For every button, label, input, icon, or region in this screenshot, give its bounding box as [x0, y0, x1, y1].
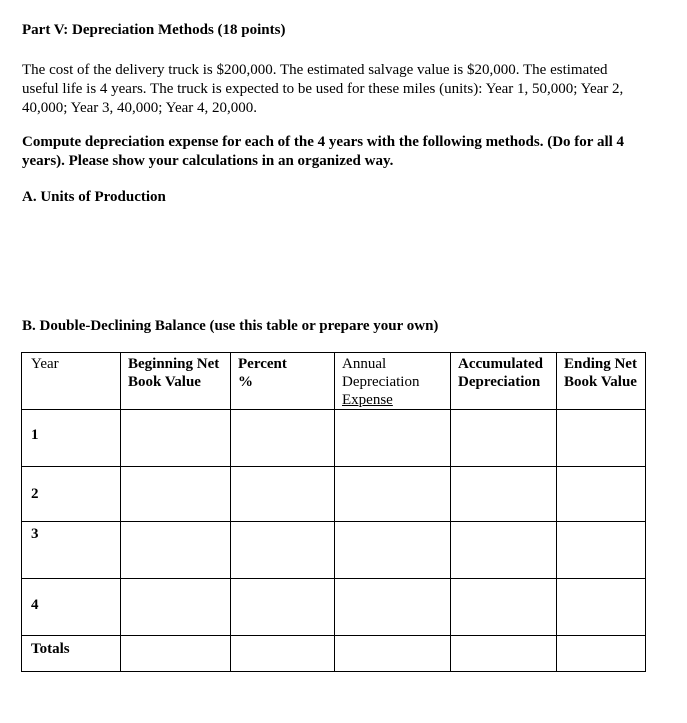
instructions-paragraph: Compute depreciation expense for each of the 4 years with the following methods. (Do for all 4 years). Please show your calculations in an organized way. — [22, 134, 625, 169]
row-year-label: 1 — [31, 427, 39, 443]
table-cell[interactable] — [231, 579, 335, 636]
row-year-cell — [22, 522, 121, 579]
section-a-heading: A. Units of Production — [22, 189, 166, 205]
table-cell[interactable] — [335, 636, 451, 672]
table-row — [22, 467, 646, 522]
table-cell[interactable] — [231, 467, 335, 522]
table-row — [22, 579, 646, 636]
header-annual-depreciation-expense — [335, 353, 451, 410]
double-declining-balance-table — [21, 352, 646, 672]
header-year-label: Year — [31, 356, 59, 372]
table-cell[interactable] — [557, 522, 646, 579]
table-cell[interactable] — [451, 636, 557, 672]
table-cell[interactable] — [451, 579, 557, 636]
table-cell[interactable] — [335, 579, 451, 636]
table-cell[interactable] — [121, 410, 231, 467]
table-cell[interactable] — [335, 522, 451, 579]
table-row — [22, 522, 646, 579]
header-beginning-nbv-label: Beginning Net Book Value — [128, 356, 220, 390]
table-cell[interactable] — [335, 410, 451, 467]
section-b-heading: B. Double-Declining Balance (use this table or prepare your own) — [22, 318, 439, 334]
totals-row — [22, 636, 646, 672]
table-cell[interactable] — [231, 522, 335, 579]
row-year-cell — [22, 467, 121, 522]
header-accumulated-label: Accumulated — [458, 356, 543, 372]
header-percent — [231, 353, 335, 410]
table-cell[interactable] — [451, 410, 557, 467]
header-depreciation-label: Depreciation — [342, 374, 420, 390]
table-cell[interactable] — [231, 636, 335, 672]
row-year-cell — [22, 410, 121, 467]
table-cell[interactable] — [557, 579, 646, 636]
table-cell[interactable] — [557, 410, 646, 467]
header-ending-nbv-label: Ending Net Book Value — [564, 356, 637, 390]
row-year-label: 3 — [31, 526, 39, 542]
table-cell[interactable] — [231, 410, 335, 467]
header-percent-label: Percent — [238, 356, 287, 372]
table-cell[interactable] — [121, 636, 231, 672]
header-expense-label: Expense — [342, 392, 393, 408]
row-year-cell — [22, 579, 121, 636]
table-cell[interactable] — [557, 636, 646, 672]
table-cell[interactable] — [451, 467, 557, 522]
intro-paragraph: The cost of the delivery truck is $200,000. The estimated salvage value is $20,000. The estimated useful life is 4 years. The truck is expected to be used for these miles (units): Year 1, 50,000; Year 2, 40,000; Year 3, 40,000; Year 4, 20,000. — [22, 62, 624, 116]
table-cell[interactable] — [121, 579, 231, 636]
header-percent-symbol: % — [238, 374, 253, 390]
header-accum-depreciation-label: Depreciation — [458, 374, 541, 390]
table-cell[interactable] — [121, 522, 231, 579]
header-ending-net-book-value — [557, 353, 646, 410]
header-beginning-net-book-value — [121, 353, 231, 410]
table-cell[interactable] — [451, 522, 557, 579]
header-accumulated-depreciation — [451, 353, 557, 410]
table-cell[interactable] — [335, 467, 451, 522]
instructions — [22, 133, 652, 171]
table-header-row — [22, 353, 646, 410]
table-row — [22, 410, 646, 467]
table-cell[interactable] — [121, 467, 231, 522]
part-title: Part V: Depreciation Methods (18 points) — [22, 22, 286, 38]
row-year-label: 4 — [31, 597, 39, 613]
table-cell[interactable] — [557, 467, 646, 522]
row-totals-label: Totals — [31, 641, 70, 657]
problem-description — [22, 61, 647, 118]
header-year — [22, 353, 121, 410]
row-totals-cell — [22, 636, 121, 672]
header-annual-label: Annual — [342, 356, 387, 372]
row-year-label: 2 — [31, 486, 39, 502]
